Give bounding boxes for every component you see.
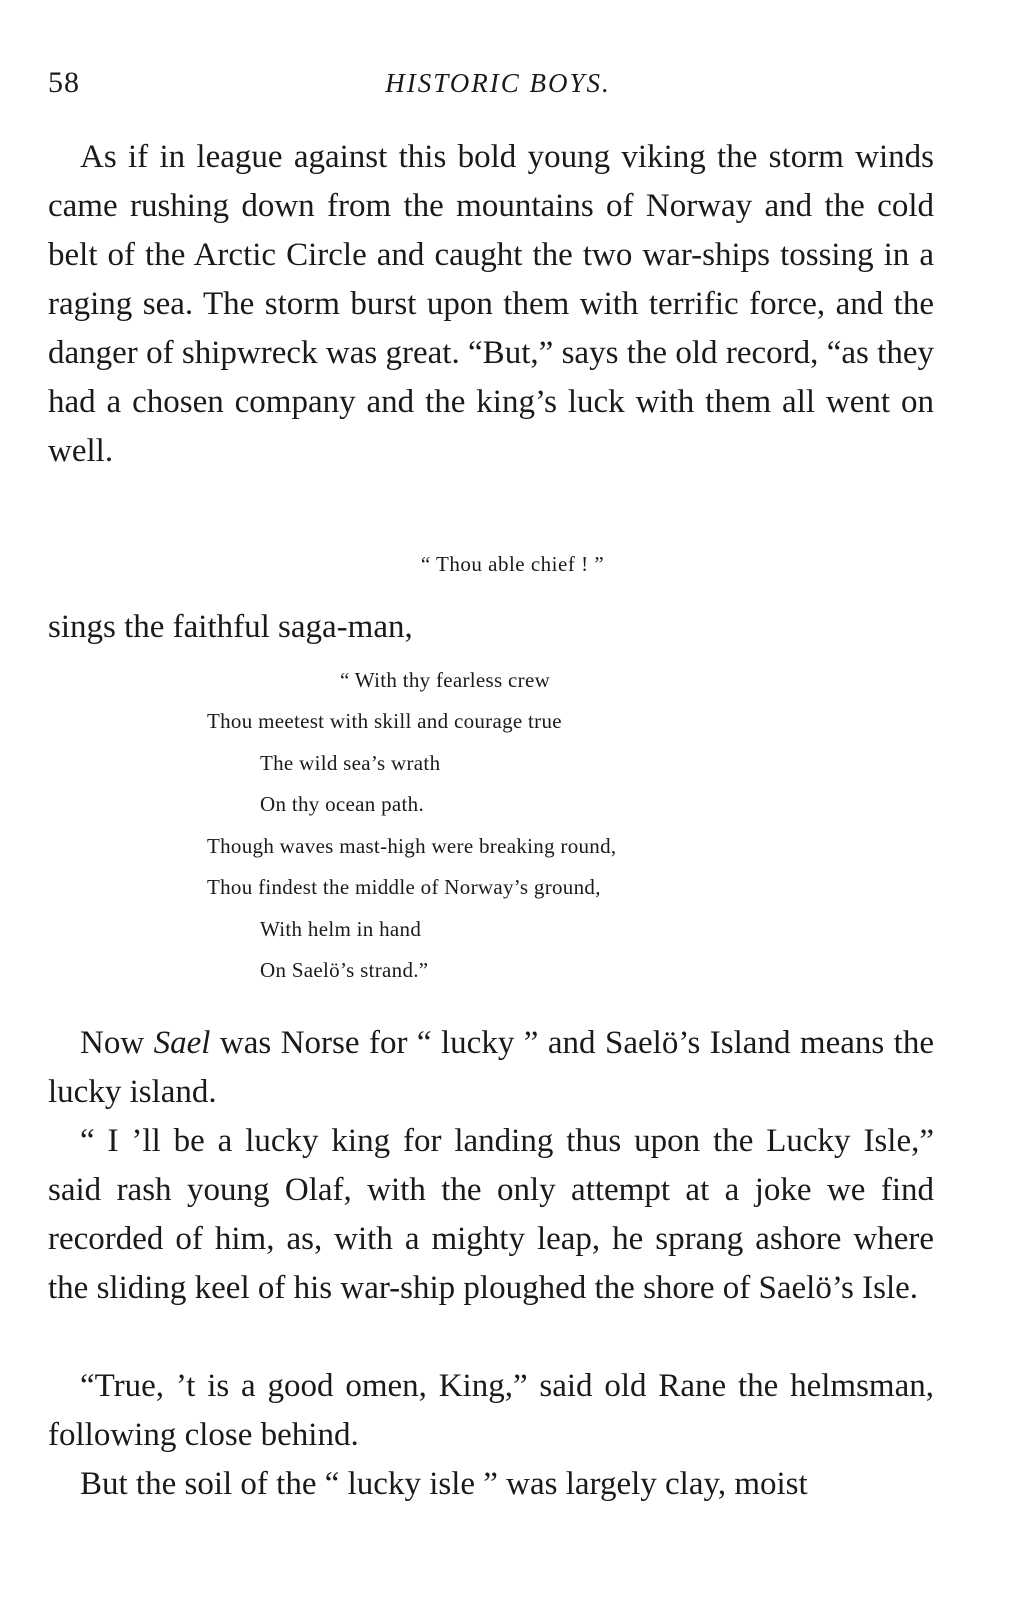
paragraph-olaf-leap: “ I ’ll be a lucky king for landing thus upon the Lucky Isle,” said rash young Olaf, with the only attempt at a joke we find recorded of him, as, with a mighty leap, he sprang ashore where the sliding keel of his war-ship ploughed the shore of Saelö’s Isle. (48, 1123, 934, 1306)
poem-line: “ With thy fearless crew (340, 668, 551, 692)
poem-line: The wild sea’s wrath (260, 751, 441, 775)
paragraph-sael (48, 1019, 934, 1117)
running-title: HISTORIC BOYS. (385, 68, 611, 98)
poem-line: Thou meetest with skill and courage true (207, 709, 562, 733)
text-span: Now (80, 1025, 154, 1061)
paragraph-sings: sings the faithful saga-man, (48, 609, 413, 645)
paragraph-soil: But the soil of the “ lucky isle ” was largely clay, moist (80, 1466, 808, 1502)
paragraph-rane: “True, ’t is a good omen, King,” said old Rane the helmsman, following close behind. (48, 1368, 934, 1453)
poem-line: On thy ocean path. (260, 792, 425, 816)
emphasis-sael: Sael (153, 1025, 211, 1061)
poem-line: Though waves mast-high were breaking round, (207, 834, 617, 858)
poem-line: Thou findest the middle of Norway’s ground, (207, 875, 601, 899)
page-number: 58 (48, 66, 80, 99)
paragraph-storm: As if in league against this bold young viking the storm winds came rushing down from the mountains of Norway and the cold belt of the Arctic Circle and caught the two war-ships tossing in a raging sea. The storm burst upon them with terrific force, and the danger of shipwreck was great. “But,” says the old record, “as they had a chosen company and the king’s luck with them all went on well. (48, 139, 934, 469)
text-span: was Norse for “ lucky ” and Saelö’s Island means the lucky island. (48, 1025, 934, 1110)
poem-line: On Saelö’s strand.” (260, 958, 429, 982)
quote-able-chief: “ Thou able chief ! ” (420, 552, 605, 576)
poem-line: With helm in hand (260, 917, 422, 941)
page-header (48, 66, 938, 106)
